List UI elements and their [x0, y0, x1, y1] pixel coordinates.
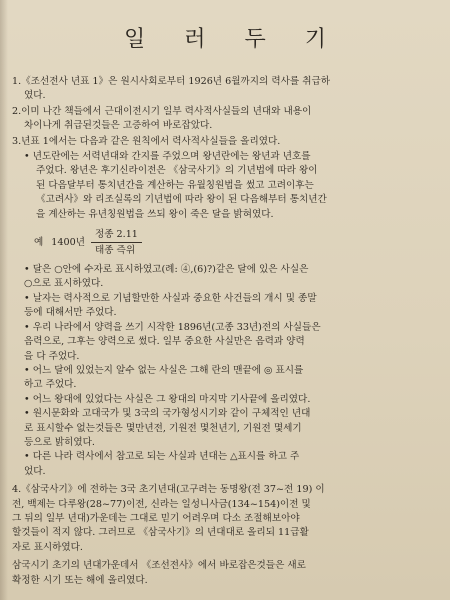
bullet-line: ○으로 표시하였다.: [24, 278, 104, 290]
bullet-line: • 우리 나라에서 양력을 쓰기 시작한 1896년(고종 33년)전의 사실들은: [24, 321, 321, 333]
bullet-line: • 어느 왕대에 있었다는 사실은 그 왕대의 마지막 기사끝에 올리였다.: [24, 393, 311, 405]
bullet-line: • 달은 ○안에 수자로 표시하였고(례: ④,(6)?)같은 달에 있은 사실은: [24, 264, 309, 276]
bullet-block-rules: [12, 263, 436, 479]
item-line: 2.이미 나간 책들에서 근대이전시기 일부 력사적사실들의 년대와 내용이: [12, 105, 312, 117]
item-line: 였다.: [24, 90, 46, 102]
example-block: [34, 228, 436, 257]
bullet-line: • 날자는 력사적으로 기념할만한 사실과 중요한 사건들의 개시 및 종말: [24, 292, 317, 304]
bullet-block-notation: [12, 150, 436, 222]
item-line: 3.년표 1에서는 다음과 같은 원칙에서 력사적사실들을 올리였다.: [12, 135, 281, 147]
numbered-item-2: [12, 105, 436, 134]
item-line: 자로 표시하였다.: [12, 541, 83, 553]
example-year: 1400년: [51, 237, 85, 249]
item-line: 1.《조선전사 년표 1》은 원시사회로부터 1926년 6월까지의 력사를 취급하: [12, 76, 330, 87]
bullet-line: 을 다 주었다.: [24, 350, 80, 362]
example-fraction: [91, 228, 142, 257]
bullet-line: • 다른 나라 력사에서 참고로 되는 사실과 년대는 △표시를 하고 주: [24, 451, 300, 463]
bullet-line: 《고려사》와 리조실록의 기년법에 따라 왕이 된 다음해부터 통치년간: [36, 194, 327, 206]
item-line: 그 뒤의 일부 년대)가운데는 그대로 믿기 어려우며 다소 조절해보아야: [12, 512, 300, 524]
bullet-line: 로 표시할수 없는것들은 몇만년전, 기원전 몇천년기, 기원전 몇세기: [24, 422, 302, 434]
item-line: 할것들이 적지 않다. 그러므로 《삼국사기》의 년대대로 올리되 11급활: [12, 527, 309, 539]
item-line: 확정한 시기 또는 해에 올리였다.: [12, 574, 148, 586]
bullet-line: 주었다. 왕년은 후기신라이전은 《삼국사기》의 기년법에 따라 왕이: [36, 165, 318, 177]
bullet-line: 하고 주었다.: [24, 379, 77, 391]
bullet-line: 음력으로, 그후는 양력으로 썼다. 일부 중요한 사실만은 음력과 양력: [24, 336, 305, 348]
item-line: 4.《삼국사기》에 전하는 3국 초기년대(고구려는 동명왕(전 37~전 19) 이: [12, 484, 325, 496]
numbered-items: [12, 75, 436, 149]
bullet-line: • 년도란에는 서력년대와 간지를 주었으며 왕년란에는 왕년과 년호를: [24, 151, 311, 163]
bullet-line: 등으로 밝히였다.: [24, 436, 95, 448]
numbered-item-3: [12, 135, 436, 149]
bullet-line: 을 계산하는 유년칭원법을 쓰되 왕이 죽은 달을 밝혀였다.: [36, 208, 274, 220]
bullet-line: • 원시문화와 고대국가 및 3국의 국가형성시기와 같이 구체적인 년대: [24, 408, 311, 420]
bullet-line: • 어느 달에 있었는지 알수 없는 사실은 그해 란의 맨끝에 ◎ 표시를: [24, 364, 304, 376]
example-prefix: 예: [34, 237, 44, 249]
numbered-item-4: [12, 483, 436, 555]
bullet-line: 등에 대해서만 주었다.: [24, 307, 117, 319]
example-bottom: 태종 즉위: [94, 245, 136, 257]
item-line: 차이나게 취급된것들은 고증하여 바로잡았다.: [24, 120, 213, 132]
example-top: 정종 2.11: [91, 228, 142, 243]
bullet-line: 었다.: [24, 465, 46, 477]
numbered-item-1: [12, 75, 436, 104]
bullet-line: 된 다음달부터 통치년간을 계산하는 유월칭원법을 썼고 고려이후는: [36, 179, 314, 191]
page-title: 일 러 두 기: [124, 27, 342, 52]
numbered-item-5: [12, 559, 436, 588]
item-line: 전, 백제는 다루왕(28~77)이전, 신라는 일성니사금(134~154)이전 및: [12, 498, 311, 510]
page-shadow: [0, 0, 8, 600]
item-line: 삼국시기 초기의 년대가운데서 《조선전사》에서 바로잡은것들은 새로: [12, 560, 306, 572]
